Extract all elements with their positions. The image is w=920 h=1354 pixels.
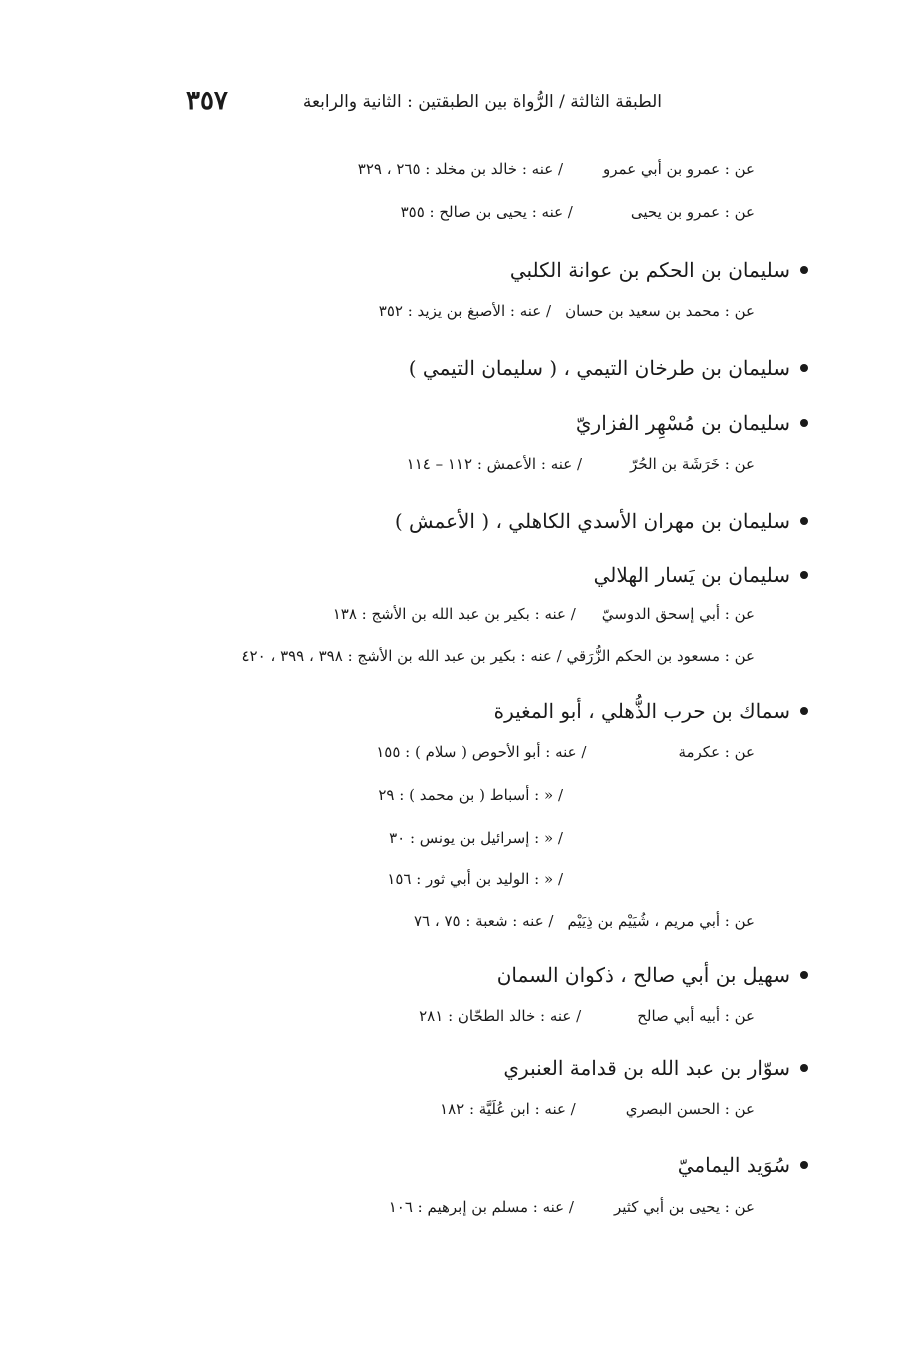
from-text: عن : أبي إسحق الدوسيّ [601, 605, 755, 623]
bullet-icon [800, 1064, 808, 1072]
to-text: / عنه : شعبة : ٧٥ ، ٧٦ [413, 912, 554, 930]
to-text: / عنه : يحيى بن صالح : ٣٥٥ [400, 203, 573, 221]
narrator-line [389, 1198, 755, 1216]
bullet-icon [800, 1161, 808, 1169]
bullet-icon [800, 707, 808, 715]
narrator-line [401, 203, 755, 221]
from-text: عن : محمد بن سعيد بن حسان [565, 302, 755, 320]
narrator-line: / « : إسرائيل بن يونس : ٣٠ [389, 829, 563, 847]
narrator-line: / « : الوليد بن أبي ثور : ١٥٦ [387, 870, 563, 888]
entry-heading: سوّار بن عبد الله بن قدامة العنبري [503, 1056, 808, 1080]
narrator-line [358, 160, 755, 178]
entry-heading: سليمان بن الحكم بن عوانة الكلبي [510, 258, 808, 282]
narrator-line [440, 1100, 755, 1118]
bullet-icon [800, 419, 808, 427]
entry-heading: سُوَيد اليماميّ [678, 1153, 808, 1177]
to-text: / عنه : الأصبغ بن يزيد : ٣٥٢ [378, 302, 552, 320]
bullet-icon [800, 266, 808, 274]
to-text: / عنه : ابن عُلَيَّة : ١٨٢ [440, 1100, 576, 1118]
page-number: ٣٥٧ [186, 86, 228, 116]
running-head: الطبقة الثالثة / الرُّواة بين الطبقتين : الثانية والرابعة [302, 92, 662, 112]
to-text: / عنه : خالد بن مخلد : ٢٦٥ ، ٣٢٩ [357, 160, 563, 178]
from-text: عن : الحسن البصري [625, 1100, 755, 1118]
entry-heading: سليمان بن مهران الأسدي الكاهلي ، ( الأعمش ) [395, 509, 808, 533]
from-text: عن : أبيه أبي صالح [637, 1007, 755, 1025]
narrator-line [333, 605, 755, 623]
narrator-line [407, 455, 755, 473]
bullet-icon [800, 364, 808, 372]
entry-heading: سليمان بن يَسار الهلالي [594, 563, 808, 587]
bullet-icon [800, 971, 808, 979]
from-text: عن : أبي مريم ، شُيَيْم بن ذِيَيْم [567, 912, 755, 930]
entry-heading: سهيل بن أبي صالح ، ذكوان السمان [497, 963, 808, 987]
narrator-line: / « : أسباط ( بن محمد ) : ٢٩ [378, 786, 563, 804]
to-text: / عنه : مسلم بن إبرهيم : ١٠٦ [388, 1198, 574, 1216]
narrator-line [419, 1007, 755, 1025]
to-text: / عنه : أبو الأحوص ( سلام ) : ١٥٥ [376, 743, 587, 761]
entry-heading: سليمان بن طرخان التيمي ، ( سليمان التيمي ) [409, 356, 808, 380]
to-text: / عنه : خالد الطحّان : ٢٨١ [419, 1007, 582, 1025]
narrator-line [376, 743, 755, 761]
narrator-line [414, 912, 755, 930]
from-text: عن : عمرو بن يحيى [630, 203, 755, 221]
to-text: / عنه : الأعمش : ١١٢ – ١١٤ [406, 455, 583, 473]
bullet-icon [800, 517, 808, 525]
narrator-line: عن : مسعود بن الحكم الزُّرَقي / عنه : بكير بن عبد الله بن الأشج : ٣٩٨ ، ٣٩٩ ، ٤٢٠ [241, 647, 755, 665]
entry-heading: سماك بن حرب الذُّهلي ، أبو المغيرة [494, 699, 808, 723]
from-text: عن : يحيى بن أبي كثير [613, 1198, 755, 1216]
narrator-line [379, 302, 755, 320]
from-text: عن : عكرمة [678, 743, 755, 761]
entry-heading: سليمان بن مُسْهِر الفزاريّ [576, 411, 808, 435]
to-text: / عنه : بكير بن عبد الله بن الأشج : ١٣٨ [332, 605, 576, 623]
bullet-icon [800, 571, 808, 579]
from-text: عن : خَرَشَة بن الحُرّ [630, 455, 755, 473]
from-text: عن : عمرو بن أبي عمرو [603, 160, 755, 178]
